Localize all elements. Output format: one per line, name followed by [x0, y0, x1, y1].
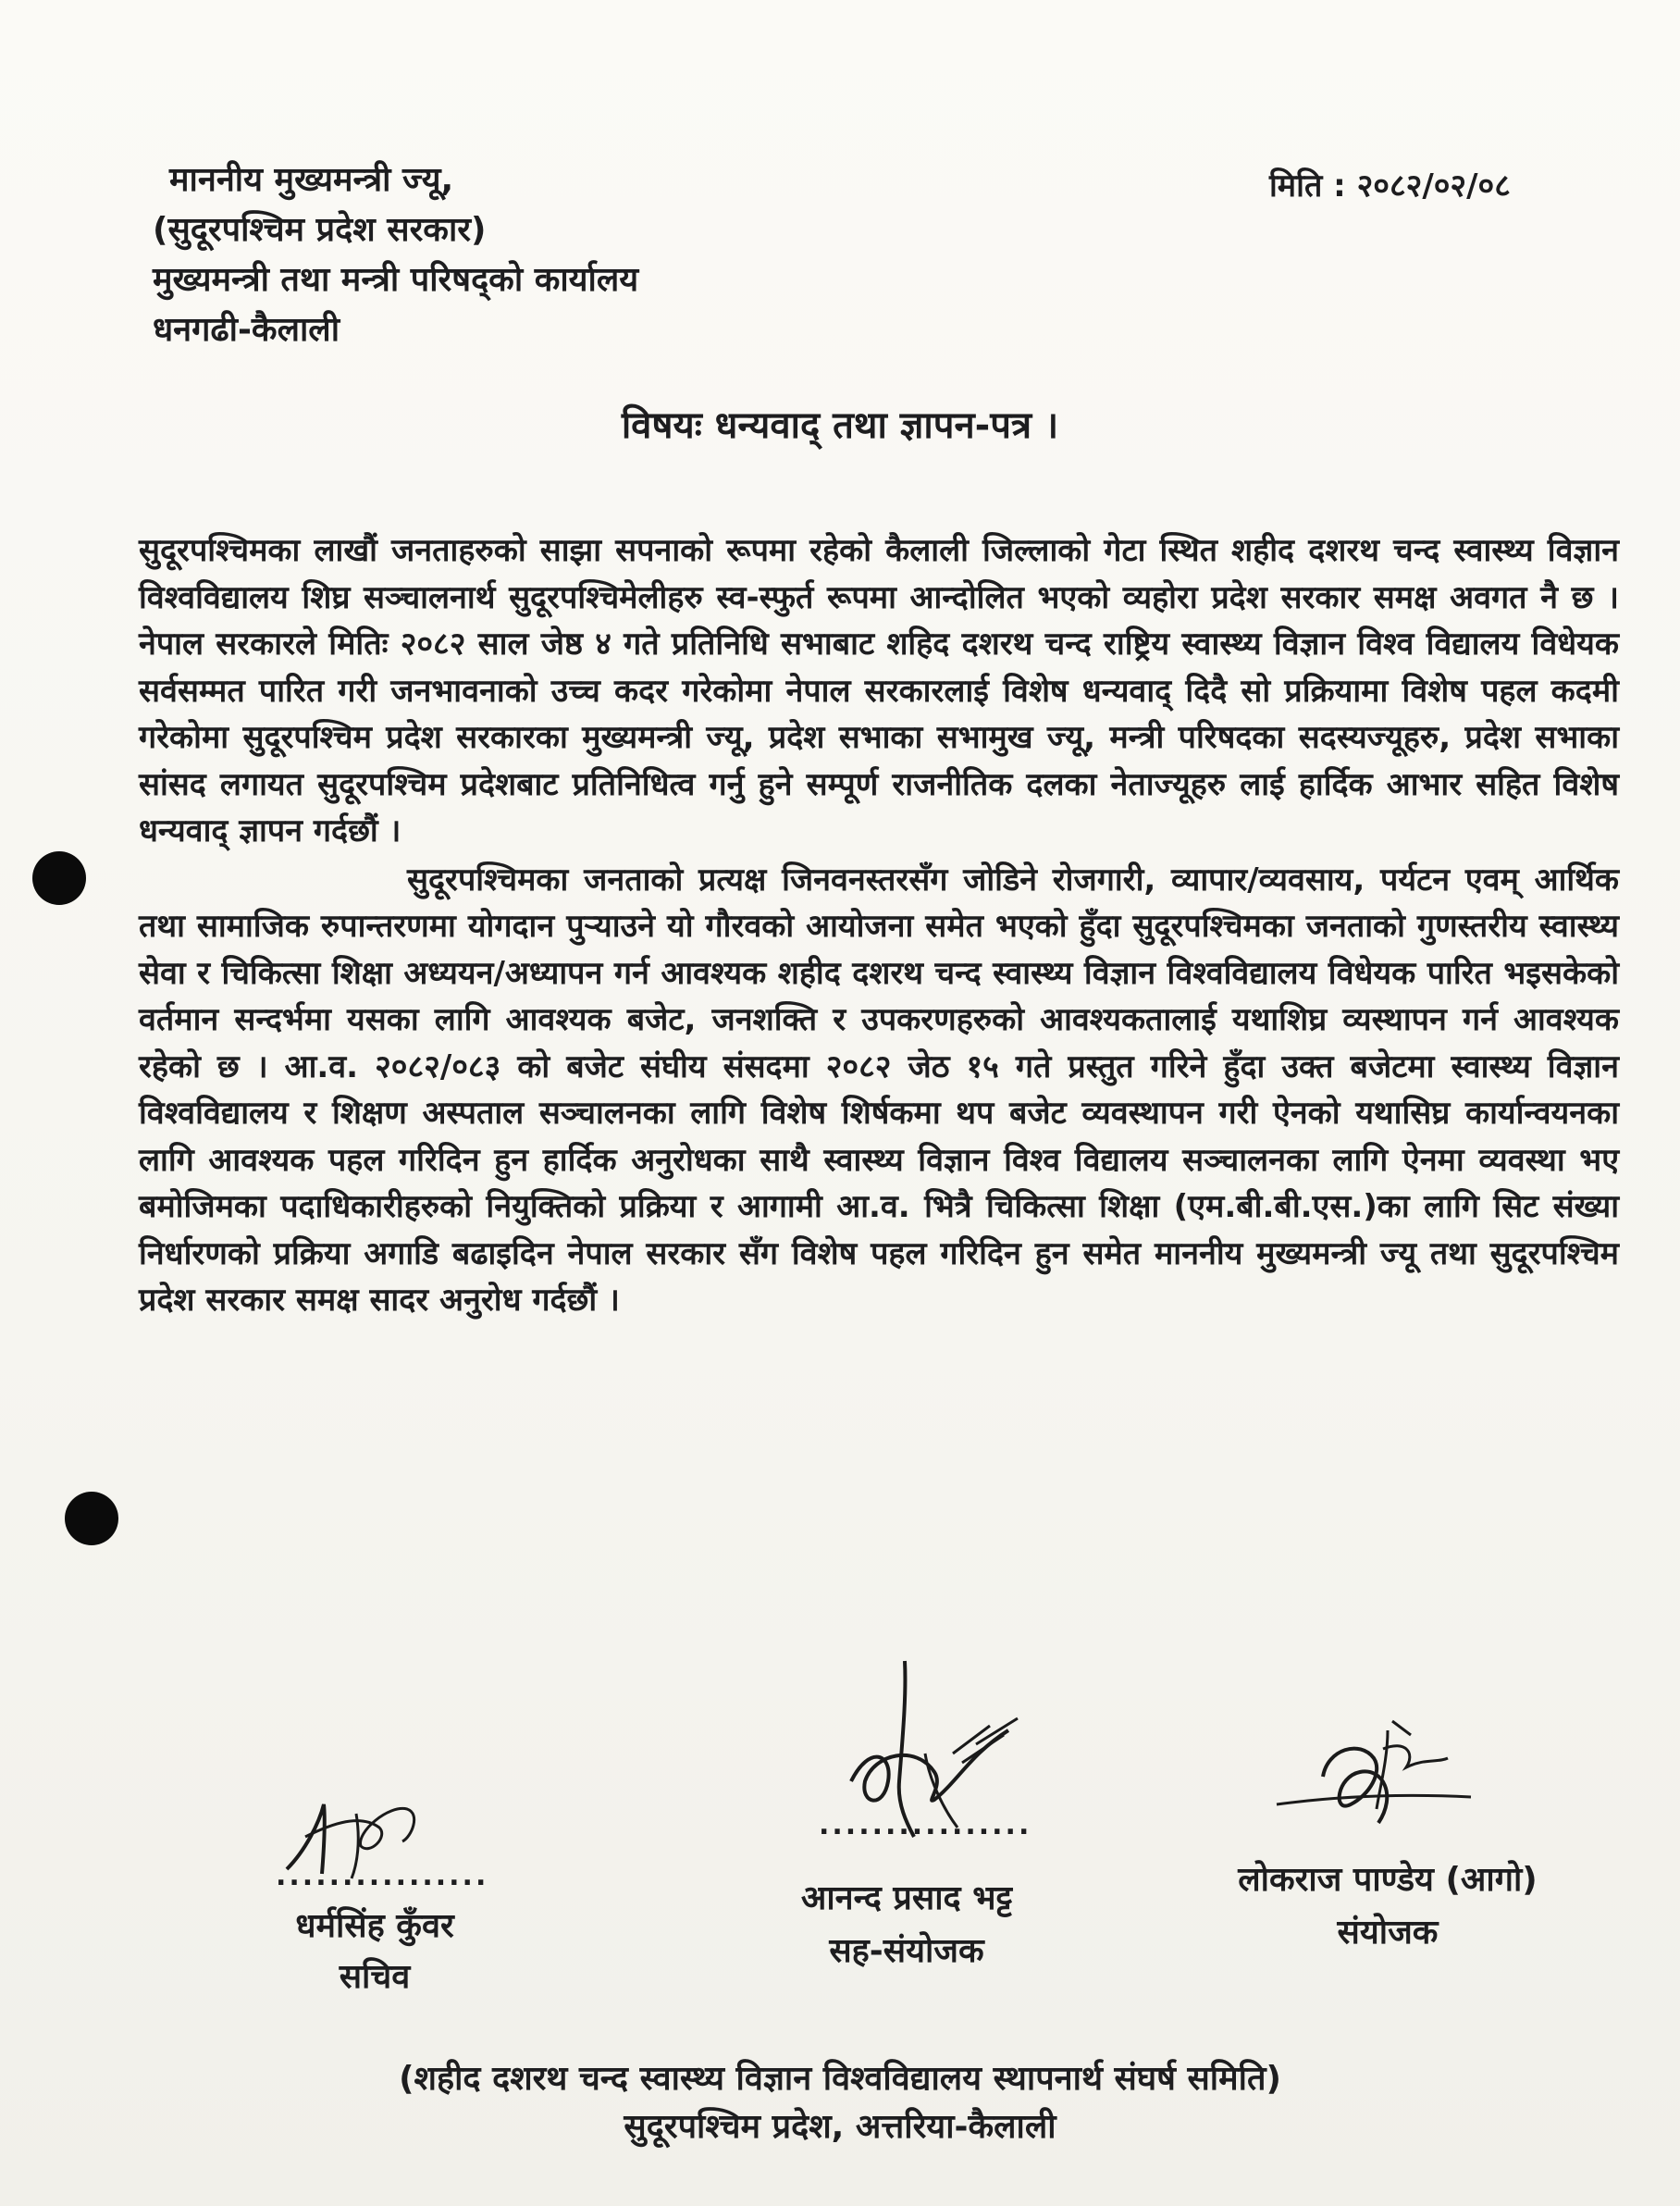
- footer-committee: (शहीद दशरथ चन्द स्वास्थ्य विज्ञान विश्वविद्यालय स्थापनार्थ संघर्ष समिति): [399, 2060, 1281, 2098]
- body-paragraph-2: सुदूरपश्चिमका जनताको प्रत्यक्ष जिनवनस्तरसँग जोडिने रोजगारी, व्यापार/व्यवसाय, पर्यटन एवम् आर्थिक तथा सामाजिक रुपान्तरणमा योगदान पुर्‍याउने यो गौरवको आयोजना समेत भएको हुँदा सुदूरपश्चिमका जनताको गुणस्तरीय स्वास्थ्य सेवा र चिकित्सा शिक्षा अध्ययन/अध्यापन गर्न आवश्यक शहीद दशरथ चन्द स्वास्थ्य विज्ञान विश्वविद्यालय विधेयक पारित भइसकेको वर्तमान सन्दर्भमा यसका लागि आवश्यक बजेट, जनशक्ति र उपकरणहरुको आवश्यकतालाई यथाशिघ्र व्यस्थापन गर्न आवश्यक रहेको छ । आ.व. २०८२/०८३ को बजेट संघीय संसदमा २०८२ जेठ १५ गते प्रस्तुत गरिने हुँदा उक्त बजेटमा स्वास्थ्य विज्ञान विश्वविद्यालय र शिक्षण अस्पताल सञ्चालनका लागि विशेष शिर्षकमा थप बजेट व्यवस्थापन गरी ऐनको यथासिघ्र कार्यान्वयनका लागि आवश्यक पहल गरिदिन हुन हार्दिक अनुरोधका साथै स्वास्थ्य विज्ञान विश्व विद्यालय सञ्चालनका लागि ऐनमा व्यवस्था भए बमोजिमका पदाधिकारीहरुको नियुक्तिको प्रक्रिया र आगामी आ.व. भित्रै चिकित्सा शिक्षा (एम.बी.बी.एस.)का लागि सिट संख्या निर्धारणको प्रक्रिया अगाडि बढाइदिन नेपाल सरकार सँग विशेष पहल गरिदिन हुन समेत माननीय मुख्यमन्त्री ज्यू तथा सुदूरपश्चिम प्रदेश सरकार समक्ष सादर अनुरोध गर्दछौं ।: [139, 861, 1619, 1319]
- signatory-name-coordinator: लोकराज पाण्डेय (आगो): [1238, 1861, 1538, 1899]
- signatory-name-co-coordinator: आनन्द प्रसाद भट्ट: [800, 1879, 1013, 1917]
- signatory-role-secretary: सचिव: [339, 1958, 411, 1996]
- recipient-government: (सुदूरपश्चिम प्रदेश सरकार): [153, 211, 487, 249]
- letter-date: मिति : २०८२/०२/०८: [1269, 167, 1511, 204]
- signatory-role-co-coordinator: सह-संयोजक: [829, 1932, 984, 1970]
- signatory-name-secretary: धर्मसिंह कुँवर: [295, 1907, 454, 1945]
- punch-hole-bottom: [65, 1492, 118, 1545]
- footer-location: सुदूरपश्चिम प्रदेश, अत्तरिया-कैलाली: [624, 2108, 1056, 2146]
- punch-hole-top: [32, 851, 86, 905]
- signatory-role-coordinator: संयोजक: [1337, 1914, 1439, 1952]
- letter-subject: विषयः धन्यवाद् तथा ज्ञापन-पत्र ।: [621, 404, 1059, 447]
- body-paragraph-1: सुदूरपश्चिमका लाखौं जनताहरुको साझा सपनाको रूपमा रहेको कैलाली जिल्लाको गेटा स्थित शहीद दशरथ चन्द स्वास्थ्य विज्ञान विश्वविद्यालय शिघ्र सञ्चालनार्थ सुदूरपश्चिमेलीहरु स्व-स्फुर्त रूपमा आन्दोलित भएको व्यहोरा प्रदेश सरकार समक्ष अवगत नै छ । नेपाल सरकारले मितिः २०८२ साल जेष्ठ ४ गते प्रतिनिधि सभाबाट शहिद दशरथ चन्द राष्ट्रिय स्वास्थ्य विज्ञान विश्व विद्यालय विधेयक सर्वसम्मत पारित गरी जनभावनाको उच्च कदर गरेकोमा नेपाल सरकारलाई विशेष धन्यवाद् दिदै सो प्रक्रियामा विशेष पहल कदमी गरेकोमा सुदूरपश्चिम प्रदेश सरकारका मुख्यमन्त्री ज्यू, प्रदेश सभाका सभामुख ज्यू, मन्त्री परिषदका सदस्यज्यूहरु, प्रदेश सभाका सांसद लगायत सुदूरपश्चिम प्रदेशबाट प्रतिनिधित्व गर्नु हुने सम्पूर्ण राजनीतिक दलका नेताज्यूहरु लाई हार्दिक आभार सहित विशेष धन्यवाद् ज्ञापन गर्दछौं ।: [139, 532, 1619, 849]
- letter-body: [139, 527, 1619, 1324]
- recipient-office: मुख्यमन्त्री तथा मन्त्री परिषद्को कार्यालय: [153, 261, 639, 299]
- recipient-location: धनगढी-कैलाली: [153, 311, 340, 349]
- recipient-title: माननीय मुख्यमन्त्री ज्यू,: [169, 161, 454, 199]
- signature-lokraj-pandey: [1258, 1693, 1499, 1851]
- signature-line-secretary: ................: [276, 1860, 489, 1892]
- signature-line-co-coordinator: ................: [819, 1809, 1032, 1841]
- recipient-address: [153, 155, 638, 355]
